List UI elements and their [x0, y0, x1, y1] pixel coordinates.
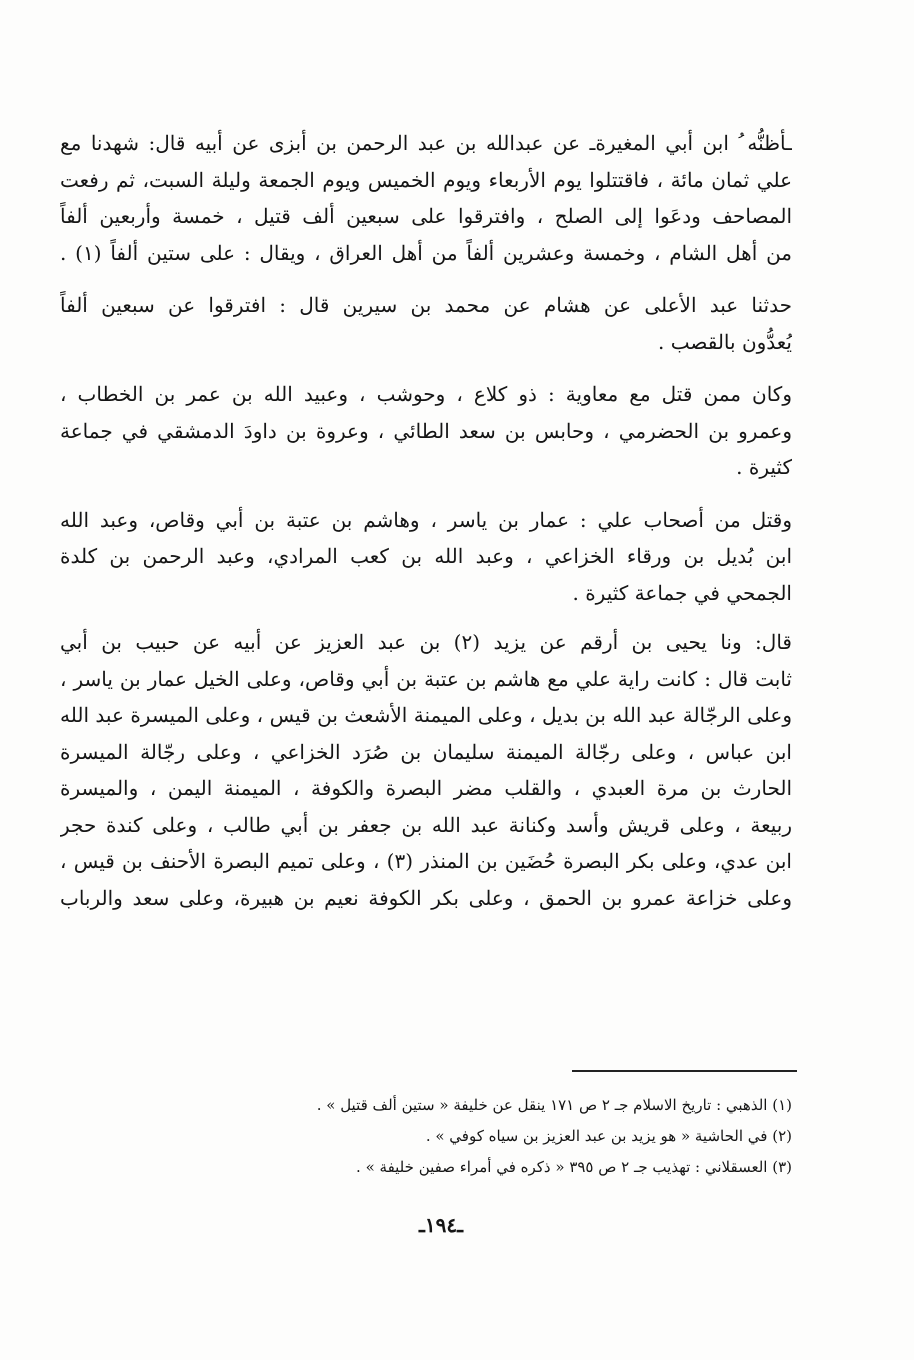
text-line: ربيعة ، وعلى قريش وأسد وكنانة عبد الله بن جعفر بن أبي طالب ، وعلى كندة حجر	[60, 812, 792, 837]
main-text	[60, 125, 792, 916]
footnote-divider	[572, 1070, 797, 1072]
text-line: يُعدُّون بالقصب .	[658, 329, 792, 354]
text-line: ـأظنُّه ُ ابن أبي المغيرةـ عن عبدالله بن عبد الرحمن بن أبزى عن أبيه قال: شهدنا مع	[60, 131, 792, 155]
footnotes	[110, 1090, 792, 1183]
text-line: الحارث بن مرة العبدي ، والقلب مضر البصرة والكوفة ، الميمنة اليمن ، والميسرة	[60, 776, 792, 800]
footnote-1: (١) الذهبي : تاريخ الاسلام جـ ٢ ص ١٧١ ينقل عن خليفة « ستين ألف قتيل » .	[316, 1096, 792, 1114]
text-line: وكان ممن قتل مع معاوية : ذو كلاع ، وحوشب ، وعبيد الله بن عمر بن الخطاب ،	[60, 382, 792, 406]
text-line: ابن بُديل بن ورقاء الخزاعي ، وعبد الله بن كعب المرادي، وعبد الرحمن بن كلدة	[60, 544, 792, 568]
paragraph-gap	[60, 611, 792, 624]
paragraph-2	[60, 287, 792, 360]
paragraph-gap	[60, 360, 792, 376]
paragraph-4	[60, 502, 792, 612]
text-line: المصاحف ودعَوا إلى الصلح ، وافترقوا على سبعين ألف قتيل ، خمسة وأربعين ألفاً	[60, 204, 792, 228]
text-line: حدثنا عبد الأعلى عن هشام عن محمد بن سيرين قال : افترقوا عن سبعين ألفاً	[60, 293, 792, 317]
paragraph-1	[60, 125, 792, 271]
footnote-3: (٣) العسقلاني : تهذيب جـ ٢ ص ٣٩٥ « ذكره في أمراء صفين خليفة » .	[356, 1158, 792, 1176]
text-line: وعلى الرجّالة عبد الله بن بديل ، وعلى الميمنة الأشعث بن قيس ، وعلى الميسرة عبد الله	[60, 703, 792, 727]
text-line: وقتل من أصحاب علي : عمار بن ياسر ، وهاشم بن عتبة بن أبي وقاص، وعبد الله	[60, 507, 792, 532]
text-line: ثابت قال : كانت راية علي مع هاشم بن عتبة بن أبي وقاص، وعلى الخيل عمار بن ياسر ،	[60, 666, 792, 691]
text-line: علي ثمان مائة ، فاقتتلوا يوم الأربعاء ويوم الخميس ويوم الجمعة وليلة السبت، ثم رفعت	[60, 167, 792, 192]
text-line: الجمحي في جماعة كثيرة .	[572, 580, 792, 605]
text-line: من أهل الشام ، وخمسة وعشرين ألفاً من أهل العراق ، ويقال : على ستين ألفاً (١) .	[60, 240, 792, 265]
text-line: ابن عدي، وعلى بكر البصرة حُضَين بن المنذر (٣) ، وعلى تميم البصرة الأحنف بن قيس ،	[60, 849, 792, 873]
text-line: وعلى خزاعة عمرو بن الحمق ، وعلى بكر الكوفة نعيم بن هبيرة، وعلى سعد والرباب	[60, 885, 792, 910]
text-line: وعمرو بن الحضرمي ، وحابس بن سعد الطائي ، وعروة بن داودَ الدمشقي في جماعة	[60, 418, 792, 443]
text-line: كثيرة .	[736, 455, 792, 479]
text-line: ابن عباس ، وعلى رجّالة الميمنة سليمان بن صُرَد الخزاعي ، وعلى رجّالة الميسرة	[60, 739, 792, 764]
paragraph-5	[60, 624, 792, 916]
paragraph-gap	[60, 271, 792, 287]
paragraph-gap	[60, 486, 792, 502]
paragraph-3	[60, 376, 792, 486]
footnote-2: (٢) في الحاشية « هو يزيد بن عبد العزيز بن سياه كوفي » .	[425, 1127, 792, 1145]
text-line: قال: ونا يحيى بن أرقم عن يزيد (٢) بن عبد العزيز عن أبيه عن حبيب بن أبي	[60, 630, 792, 654]
page-number: ـ١٩٤ـ	[419, 1213, 463, 1237]
